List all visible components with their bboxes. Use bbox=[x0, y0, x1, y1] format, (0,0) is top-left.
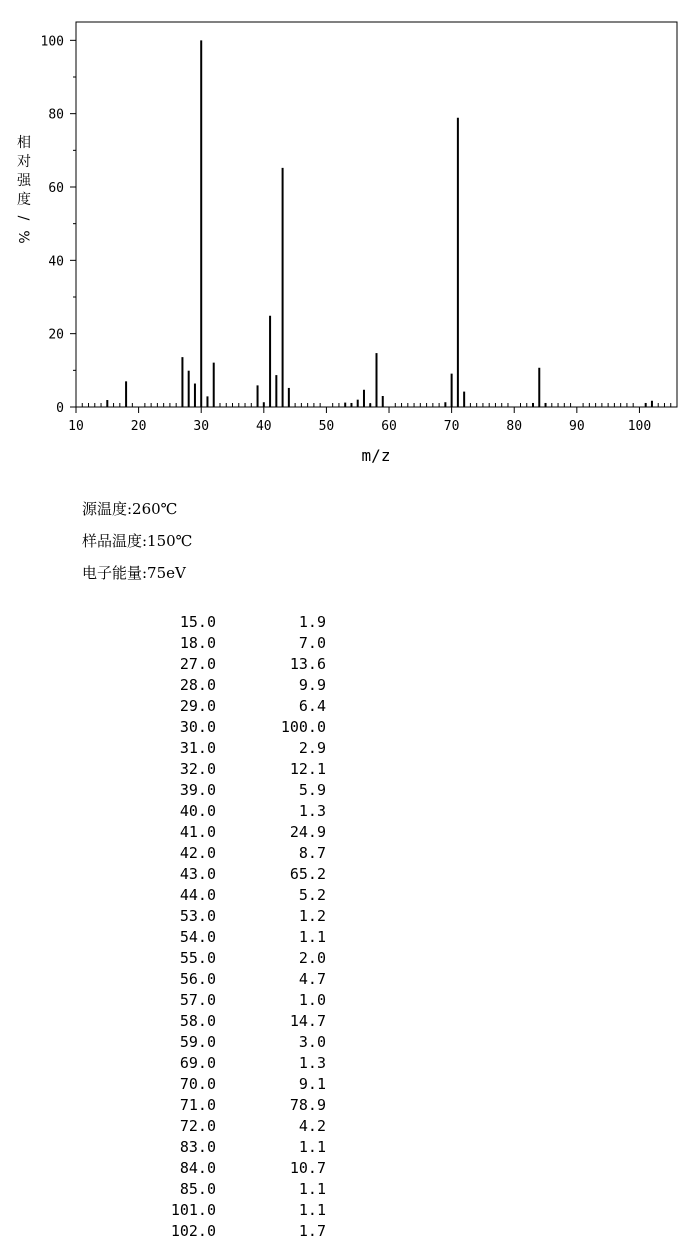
y-tick-label: 40 bbox=[48, 254, 64, 270]
peak-intensity: 1.3 bbox=[298, 802, 326, 820]
peak-row bbox=[150, 1137, 326, 1158]
peak-intensity: 65.2 bbox=[289, 865, 326, 883]
peak-row bbox=[150, 801, 326, 822]
peak-intensity: 7.0 bbox=[298, 634, 326, 652]
peak-row bbox=[150, 990, 326, 1011]
mass-spectrum-chart bbox=[0, 0, 687, 480]
peak-mz: 55.0 bbox=[179, 949, 216, 967]
peak-intensity: 4.7 bbox=[298, 970, 326, 988]
peak-mz: 40.0 bbox=[179, 802, 216, 820]
peak-intensity: 6.4 bbox=[298, 697, 326, 715]
peak-intensity: 1.1 bbox=[298, 1201, 326, 1219]
peak-intensity: 1.0 bbox=[298, 991, 326, 1009]
peak-row bbox=[150, 633, 326, 654]
x-tick-label: 20 bbox=[130, 419, 147, 434]
peak-row bbox=[150, 822, 326, 843]
y-axis-label-char: / bbox=[15, 215, 31, 221]
peak-intensity: 1.7 bbox=[298, 1222, 326, 1240]
x-minor-ticks bbox=[82, 403, 677, 407]
peak-row bbox=[150, 1221, 326, 1242]
peak-mz: 43.0 bbox=[179, 865, 216, 883]
peak-row bbox=[150, 696, 326, 717]
peak-intensity: 78.9 bbox=[289, 1096, 326, 1114]
y-axis-label-char: 相 bbox=[17, 135, 31, 151]
electron-energy: 电子能量:75eV bbox=[82, 564, 186, 582]
peak-intensity: 1.3 bbox=[298, 1054, 326, 1072]
peak-row bbox=[150, 906, 326, 927]
peak-row bbox=[150, 864, 326, 885]
y-axis-label-char: 度 bbox=[17, 192, 31, 208]
peak-row bbox=[150, 1011, 326, 1032]
peak-intensity: 1.1 bbox=[298, 1180, 326, 1198]
peak-mz: 56.0 bbox=[179, 970, 216, 988]
peak-mz: 42.0 bbox=[179, 844, 216, 862]
peak-row bbox=[150, 675, 326, 696]
peak-row bbox=[150, 927, 326, 948]
peak-intensity: 9.9 bbox=[298, 676, 326, 694]
peak-intensity: 13.6 bbox=[289, 655, 326, 673]
y-axis-label bbox=[15, 134, 32, 244]
peak-mz: 29.0 bbox=[179, 697, 216, 715]
peak-row bbox=[150, 1032, 326, 1053]
peak-intensity: 5.2 bbox=[298, 886, 326, 904]
x-tick-label: 30 bbox=[193, 419, 210, 434]
y-tick-label: 20 bbox=[48, 327, 64, 343]
peak-mz: 83.0 bbox=[179, 1138, 216, 1156]
peak-row bbox=[150, 885, 326, 906]
peak-intensity: 4.2 bbox=[298, 1117, 326, 1135]
y-axis-ticks bbox=[41, 34, 76, 416]
y-axis-label-char: 强 bbox=[17, 173, 31, 189]
peak-intensity: 1.1 bbox=[298, 1138, 326, 1156]
peak-intensity: 2.0 bbox=[298, 949, 326, 967]
peak-mz: 85.0 bbox=[179, 1180, 216, 1198]
source-temperature: 源温度:260℃ bbox=[82, 500, 178, 518]
peak-row bbox=[150, 780, 326, 801]
y-tick-label: 80 bbox=[48, 107, 64, 123]
peak-row bbox=[150, 1200, 326, 1221]
peak-row bbox=[150, 948, 326, 969]
peak-intensity: 24.9 bbox=[289, 823, 326, 841]
peak-intensity: 1.1 bbox=[298, 928, 326, 946]
peak-intensity: 5.9 bbox=[298, 781, 326, 799]
peak-mz: 28.0 bbox=[179, 676, 216, 694]
x-tick-label: 40 bbox=[255, 419, 272, 434]
peak-table bbox=[150, 612, 326, 1242]
x-tick-label: 100 bbox=[627, 419, 652, 434]
peak-mz: 15.0 bbox=[179, 613, 216, 631]
peak-intensity: 8.7 bbox=[298, 844, 326, 862]
peak-row bbox=[150, 1074, 326, 1095]
x-tick-label: 90 bbox=[569, 419, 585, 434]
x-tick-label: 10 bbox=[68, 419, 84, 434]
peak-mz: 41.0 bbox=[179, 823, 216, 841]
x-tick-label: 80 bbox=[506, 419, 523, 434]
peak-intensity: 12.1 bbox=[289, 760, 326, 778]
peak-mz: 31.0 bbox=[179, 739, 216, 757]
peak-mz: 72.0 bbox=[179, 1117, 216, 1135]
peak-mz: 30.0 bbox=[179, 718, 216, 736]
peak-row bbox=[150, 1158, 326, 1179]
peak-row bbox=[150, 1116, 326, 1137]
peak-mz: 57.0 bbox=[179, 991, 216, 1009]
peak-mz: 44.0 bbox=[179, 886, 216, 904]
peak-row bbox=[150, 612, 326, 633]
x-tick-label: 60 bbox=[381, 419, 397, 434]
peak-mz: 54.0 bbox=[179, 928, 216, 946]
peak-mz: 70.0 bbox=[179, 1075, 216, 1093]
y-tick-label: 100 bbox=[40, 34, 64, 50]
peak-row bbox=[150, 738, 326, 759]
peak-row bbox=[150, 843, 326, 864]
peak-intensity: 10.7 bbox=[289, 1159, 326, 1177]
peak-intensity: 9.1 bbox=[298, 1075, 326, 1093]
peak-row bbox=[150, 717, 326, 738]
peak-mz: 71.0 bbox=[179, 1096, 216, 1114]
peak-mz: 84.0 bbox=[179, 1159, 216, 1177]
peak-mz: 53.0 bbox=[179, 907, 216, 925]
peak-mz: 27.0 bbox=[179, 655, 216, 673]
peak-row bbox=[150, 759, 326, 780]
peak-row bbox=[150, 1095, 326, 1116]
peak-intensity: 14.7 bbox=[289, 1012, 326, 1030]
y-tick-label: 60 bbox=[48, 181, 64, 196]
peak-intensity: 3.0 bbox=[298, 1033, 326, 1051]
peak-mz: 59.0 bbox=[179, 1033, 216, 1051]
x-tick-label: 70 bbox=[443, 419, 460, 434]
x-axis-label: m/z bbox=[361, 446, 391, 465]
peak-mz: 32.0 bbox=[179, 760, 216, 778]
y-tick-label: 0 bbox=[56, 401, 64, 416]
x-axis-ticks bbox=[68, 407, 651, 434]
peak-row bbox=[150, 1053, 326, 1074]
peak-intensity: 100.0 bbox=[280, 718, 326, 736]
plot-frame bbox=[76, 22, 677, 407]
x-tick-label: 50 bbox=[318, 419, 335, 434]
y-axis-label-char: % bbox=[15, 230, 31, 244]
peak-mz: 18.0 bbox=[179, 634, 216, 652]
peak-intensity: 1.9 bbox=[298, 613, 326, 631]
sample-temperature: 样品温度:150℃ bbox=[82, 532, 193, 550]
acquisition-conditions bbox=[82, 493, 192, 589]
y-axis-label-char: 对 bbox=[17, 154, 31, 170]
peak-mz: 39.0 bbox=[179, 781, 216, 799]
peak-row bbox=[150, 654, 326, 675]
peak-mz: 101.0 bbox=[170, 1201, 216, 1219]
peak-mz: 102.0 bbox=[170, 1222, 216, 1240]
peak-intensity: 2.9 bbox=[298, 739, 326, 757]
peak-mz: 69.0 bbox=[179, 1054, 216, 1072]
spectrum-peaks bbox=[107, 40, 652, 407]
peak-row bbox=[150, 969, 326, 990]
peak-intensity: 1.2 bbox=[298, 907, 326, 925]
peak-row bbox=[150, 1179, 326, 1200]
peak-mz: 58.0 bbox=[179, 1012, 216, 1030]
